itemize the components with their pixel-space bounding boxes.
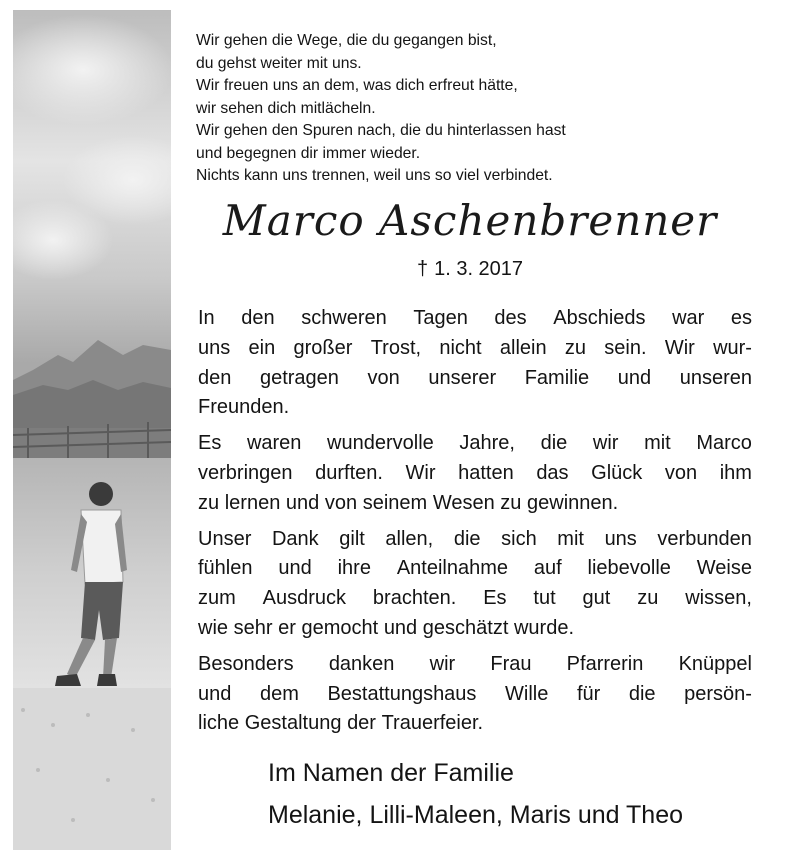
body-word: und: [617, 366, 652, 389]
body-word: gilt: [339, 527, 365, 550]
body-line: [198, 429, 752, 459]
body-word: Wir: [405, 461, 436, 484]
poem-line: und begegnen dir immer wieder.: [196, 144, 421, 162]
body-word: Wir: [664, 336, 695, 359]
body-line: [198, 393, 752, 423]
poem: [196, 30, 786, 188]
body-word: gewinnen.: [527, 491, 619, 514]
body-word: ihm: [719, 461, 752, 484]
body-word: Trost,: [370, 336, 422, 359]
body-word: und: [285, 491, 320, 514]
body-word: Glück: [591, 461, 643, 484]
body-word: Tagen: [413, 307, 468, 329]
body-word: Es: [483, 587, 507, 610]
body-word: durften.: [315, 461, 383, 484]
body-word: zu: [500, 491, 522, 514]
poem-line: Wir freuen uns an dem, was dich erfreut hätte,: [196, 77, 518, 94]
body-word: uns: [198, 336, 231, 359]
body-word: von: [664, 461, 698, 484]
gratitude-text: [198, 304, 752, 745]
body-word: Weise: [696, 557, 752, 580]
body-word: zu: [198, 491, 220, 514]
body-line: [198, 709, 752, 739]
body-word: verbringen: [198, 461, 293, 484]
body-word: Besonders: [198, 652, 294, 675]
death-cross-symbol: †: [416, 258, 429, 280]
body-word: lernen: [224, 491, 281, 514]
body-word: Trauerfeier.: [381, 712, 484, 735]
body-line: [198, 584, 752, 614]
body-word: Wesen: [432, 491, 495, 514]
body-word: Marco: [696, 432, 752, 455]
body-word: die: [453, 527, 481, 550]
body-word: fühlen: [198, 557, 253, 580]
body-word: Freunden.: [198, 396, 290, 419]
body-word: zu: [564, 336, 586, 359]
body-line: [198, 364, 752, 394]
body-line: [198, 554, 752, 584]
body-word: mit: [557, 527, 584, 550]
body-paragraph: [198, 650, 752, 739]
body-word: es: [730, 307, 752, 329]
body-word: danken: [328, 652, 395, 675]
body-word: allen,: [385, 527, 434, 550]
body-word: In: [198, 307, 215, 329]
body-word: wurde.: [513, 616, 575, 639]
body-word: und: [278, 557, 312, 580]
body-word: wundervolle: [327, 432, 434, 455]
body-word: er: [278, 616, 296, 639]
body-word: zu: [637, 587, 659, 610]
body-line: [198, 680, 752, 710]
body-word: wur-: [713, 336, 752, 359]
body-word: und: [383, 616, 418, 639]
body-word: wissen,: [685, 587, 752, 610]
poem-line: wir sehen dich mitlächeln.: [196, 99, 376, 117]
body-word: Knüppel: [678, 652, 752, 675]
body-word: von: [367, 366, 400, 389]
body-word: seinem: [362, 491, 428, 514]
signature-names: Melanie, Lilli-Maleen, Maris und Theo: [268, 801, 684, 829]
body-line: [198, 489, 752, 519]
body-word: für: [576, 682, 601, 705]
body-line: [198, 334, 752, 364]
body-word: getragen: [259, 366, 339, 389]
body-word: waren: [246, 432, 302, 455]
signature-block: [268, 752, 683, 836]
body-word: zum: [198, 587, 236, 610]
body-word: Abschieds: [553, 307, 646, 329]
poem-line: Wir gehen die Wege, die du gegangen bist,: [196, 32, 497, 49]
body-word: den: [241, 307, 275, 329]
body-word: unserer: [428, 366, 497, 389]
body-word: Gestaltung: [244, 712, 342, 735]
deceased-name: Marco Aschenbrenner: [222, 196, 718, 245]
body-word: brachten.: [372, 587, 457, 610]
body-word: die: [540, 432, 568, 455]
body-word: ein: [248, 336, 276, 359]
body-word: und: [198, 682, 232, 705]
body-word: wir: [429, 652, 456, 675]
body-word: gemocht: [301, 616, 379, 639]
body-word: Anteilnahme: [396, 557, 508, 580]
body-line: [198, 459, 752, 489]
body-word: auf: [533, 557, 562, 580]
body-word: der: [347, 712, 376, 735]
memorial-photo: [13, 10, 171, 850]
body-word: die: [628, 682, 656, 705]
signature-intro: Im Namen der Familie: [268, 759, 514, 787]
body-word: Wille: [505, 682, 549, 705]
body-word: ihre: [337, 557, 371, 580]
body-word: uns: [604, 527, 637, 550]
body-word: sehr: [233, 616, 273, 639]
body-word: Unser: [198, 527, 252, 550]
body-word: Familie: [524, 366, 590, 389]
death-date-line: [196, 258, 744, 281]
body-word: war: [672, 307, 705, 329]
body-word: Dank: [271, 527, 319, 550]
body-word: von: [324, 491, 358, 514]
body-word: allein: [499, 336, 547, 359]
body-word: hatten: [458, 461, 514, 484]
body-word: Bestattungshaus: [327, 682, 477, 705]
body-word: Jahre,: [459, 432, 515, 455]
body-paragraph: [198, 525, 752, 644]
body-word: liebevolle: [587, 557, 671, 580]
poem-line: du gehst weiter mit uns.: [196, 54, 362, 72]
body-line: [198, 525, 752, 555]
body-word: wir: [592, 432, 619, 455]
body-line: [198, 304, 752, 334]
body-word: Es: [198, 432, 222, 455]
body-word: liche: [198, 712, 240, 735]
body-word: wie: [198, 616, 229, 639]
body-line: [198, 614, 752, 644]
death-date: 1. 3. 2017: [434, 258, 524, 280]
body-word: mit: [644, 432, 671, 455]
memorial-photo-image: [13, 10, 171, 850]
body-word: dem: [259, 682, 299, 705]
body-word: das: [536, 461, 569, 484]
body-word: den: [198, 366, 232, 389]
body-word: verbunden: [657, 527, 752, 550]
body-word: Frau: [490, 652, 532, 675]
body-word: unseren: [679, 366, 752, 389]
body-word: des: [494, 307, 527, 329]
body-word: sich: [501, 527, 537, 550]
poem-line: Nichts kann uns trennen, weil uns so viel verbindet.: [196, 167, 553, 184]
body-word: gut: [582, 587, 611, 610]
body-word: persön-: [684, 682, 752, 705]
body-word: geschätzt: [422, 616, 509, 639]
body-word: sein.: [604, 336, 647, 359]
body-paragraph: [198, 429, 752, 518]
body-word: Ausdruck: [262, 587, 347, 610]
body-word: Pfarrerin: [566, 652, 644, 675]
body-word: schweren: [301, 307, 387, 329]
poem-line: Wir gehen den Spuren nach, die du hinterlassen hast: [196, 122, 566, 139]
body-paragraph: [198, 304, 752, 423]
body-word: großer: [293, 336, 353, 359]
body-word: tut: [533, 587, 556, 610]
body-line: [198, 650, 752, 680]
body-word: nicht: [439, 336, 482, 359]
